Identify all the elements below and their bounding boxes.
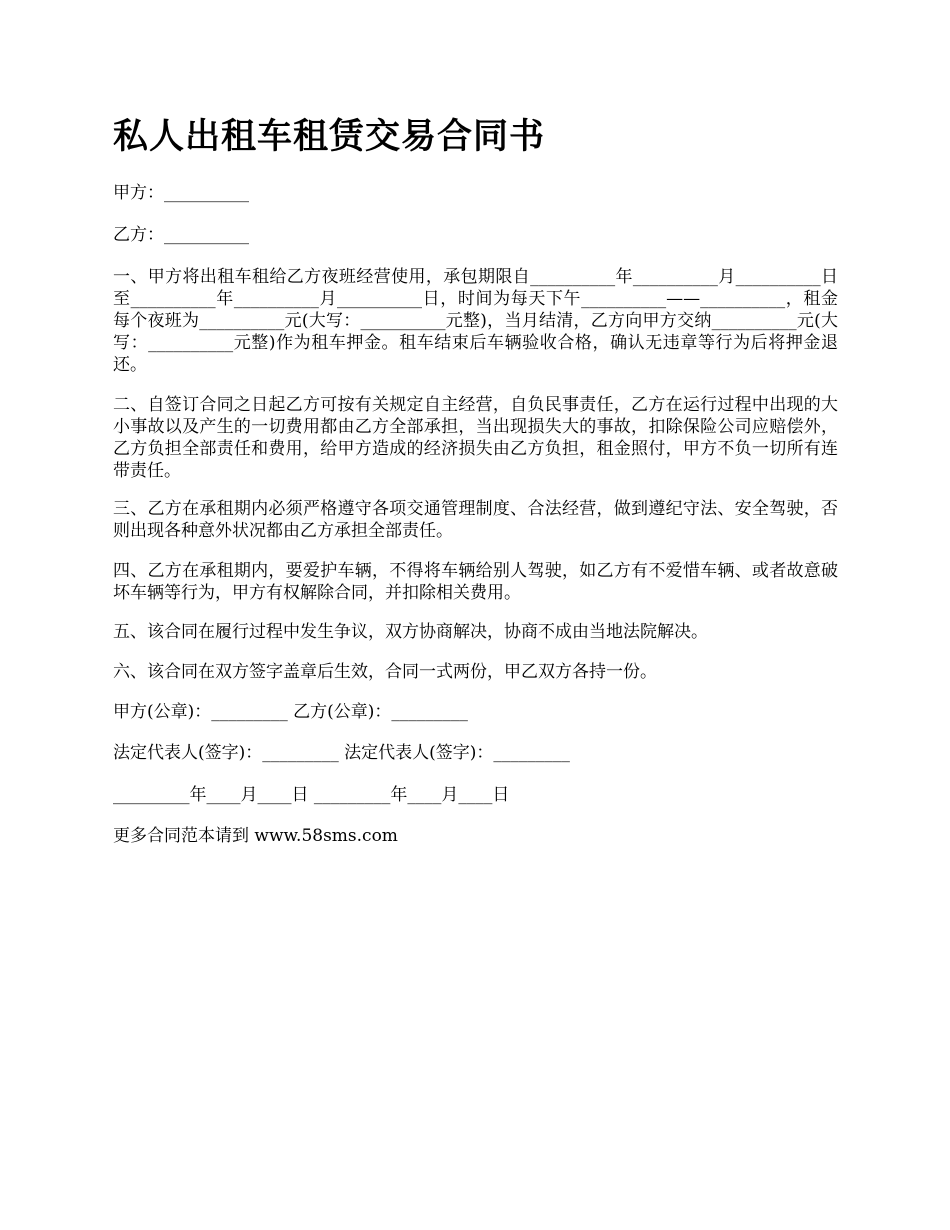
- document-title: 私人出租车租赁交易合同书: [113, 116, 546, 157]
- date-line: _________年____月____日 _________年____月____日: [113, 785, 510, 805]
- clause-1: 一、甲方将出租车租给乙方夜班经营使用，承包期限自__________年__________月__________日至__________年__________月__________日，时间为每天下午__________——__________，租金每个夜班为__________元(大写：__________元整)，当月结清，乙方向甲方交纳__________元(大写：__________元整)作为租车押金。租车结束后车辆验收合格，确认无违章等行为后将押金退还。: [113, 267, 838, 375]
- clause-3: 三、乙方在承租期内必须严格遵守各项交通管理制度、合法经营，做到遵纪守法、安全驾驶，否则出现各种意外状况都由乙方承担全部责任。: [113, 499, 838, 541]
- representative-line: 法定代表人(签字)：_________ 法定代表人(签字)：_________: [113, 743, 570, 763]
- footer-link-text: 更多合同范本请到 www.58sms.com: [113, 826, 398, 846]
- clause-2: 二、自签订合同之日起乙方可按有关规定自主经营，自负民事责任，乙方在运行过程中出现的大小事故以及产生的一切费用都由乙方全部承担，当出现损失大的事故，扣除保险公司应赔偿外，乙方负担全部责任和费用，给甲方造成的经济损失由乙方负担，租金照付，甲方不负一切所有连带责任。: [113, 395, 838, 481]
- party-a-line: 甲方：__________: [113, 183, 249, 203]
- party-b-line: 乙方：__________: [113, 225, 249, 245]
- clause-6: 六、该合同在双方签字盖章后生效，合同一式两份，甲乙双方各持一份。: [113, 662, 657, 682]
- seal-line: 甲方(公章)：_________ 乙方(公章)：_________: [113, 702, 468, 722]
- clause-4: 四、乙方在承租期内，要爱护车辆，不得将车辆给别人驾驶，如乙方有不爱惜车辆、或者故意破坏车辆等行为，甲方有权解除合同，并扣除相关费用。: [113, 561, 838, 603]
- clause-5: 五、该合同在履行过程中发生争议，双方协商解决，协商不成由当地法院解决。: [113, 622, 708, 642]
